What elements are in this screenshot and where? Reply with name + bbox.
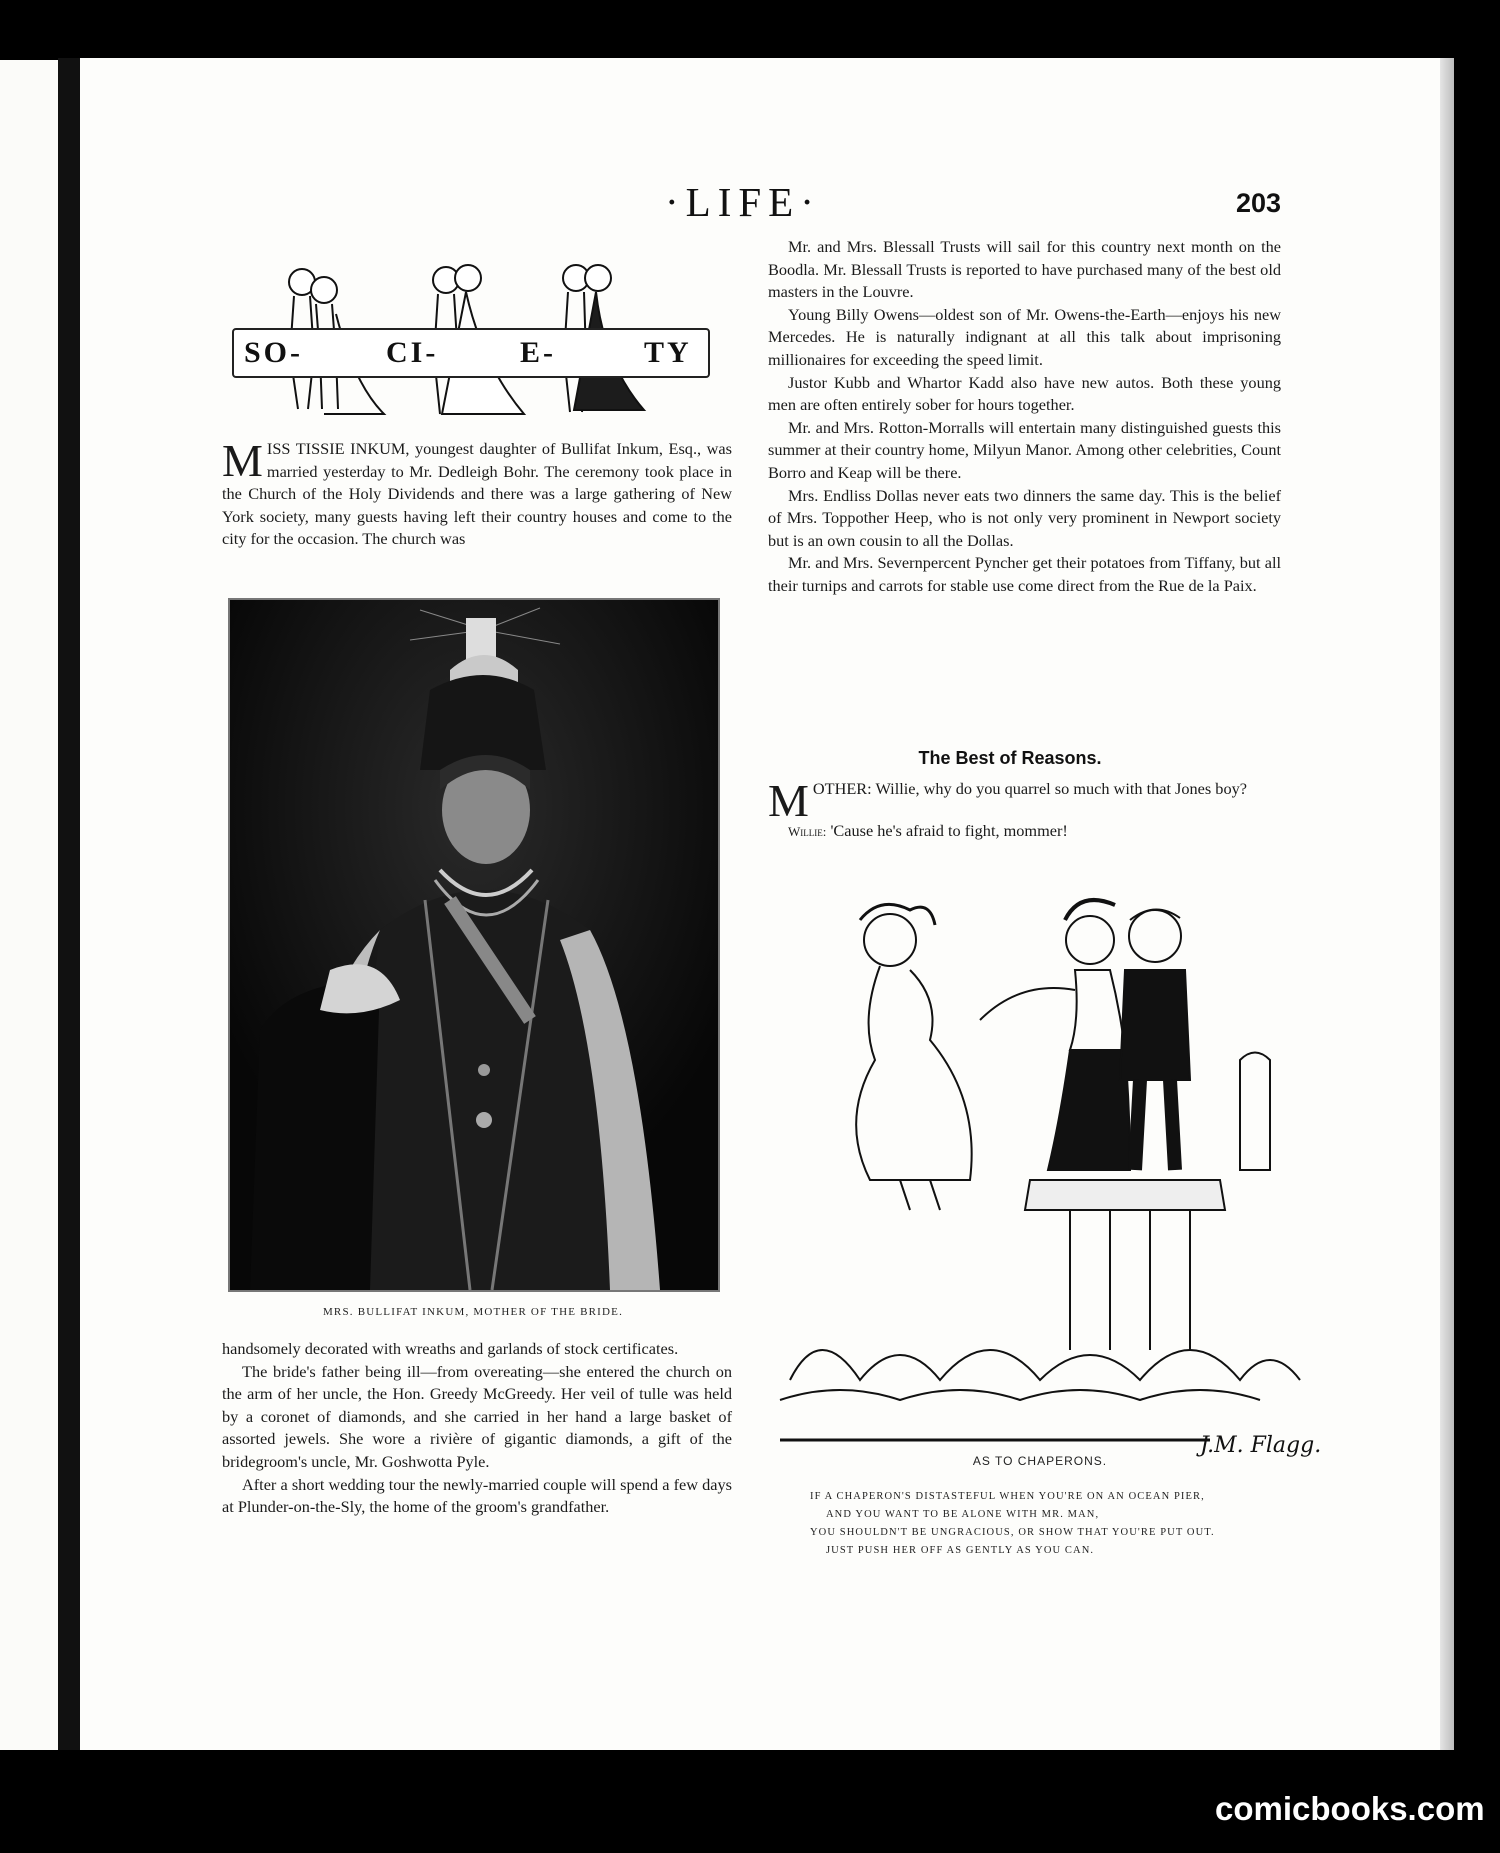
bride-father-paragraph: The bride's father being ill—from overeating—she entered the church on the arm of her uncle, the Hon. Greedy McGreedy. Her veil of tulle was held by a coronet of diamonds, and she carried in her hand a large basket of assorted jewels. She wore a rivière of gigantic diamonds, a gift of the bridegroom's uncle, Mr. Goshwotta Pyle.: [222, 1361, 732, 1471]
portrait-image: [230, 600, 718, 1290]
society-note: Mrs. Endliss Dollas never eats two dinners the same day. This is the belief of Mrs. Toppother Heep, who is not only very prominent in Newport society but is an own cousin to all the Dollas.: [768, 485, 1281, 550]
right-column-society-notes: [768, 236, 1281, 598]
society-banner-so: SO-: [244, 336, 304, 369]
society-banner-ci: CI-: [386, 336, 439, 369]
left-column-bottom: [222, 1338, 732, 1519]
society-banner-e: E-: [520, 336, 556, 369]
best-of-reasons-title: The Best of Reasons.: [918, 748, 1102, 768]
artist-signature: J.M. Flagg.: [1200, 1433, 1322, 1458]
willie-label: Willie:: [788, 824, 827, 839]
wedding-text: ISS TISSIE INKUM, youngest daughter of Bullifat Inkum, Esq., was married yesterday to Mr. Dedleigh Bohr. The ceremony took place in the Church of the Holy Dividends and there was a large gathering of New York society, many guests having left their country houses and come to the city for the occasion. The church was: [222, 439, 732, 549]
cartoon-drawing: [780, 880, 1322, 1465]
left-page-edge: [0, 60, 58, 1750]
left-column-top: [222, 435, 732, 551]
society-note: Mr. and Mrs. Blessall Trusts will sail for this country next month on the Boodla. Mr. Blessall Trusts is reported to have purchased many of the best old masters in the Louvre.: [768, 237, 1281, 302]
drop-cap: M: [768, 775, 809, 826]
cartoon-caption: AS TO CHAPERONS.: [972, 1454, 1108, 1468]
verse-line: IF A CHAPERON'S DISTASTEFUL WHEN YOU'RE ON AN OCEAN PIER,: [810, 1491, 1205, 1502]
society-note: Young Billy Owens—oldest son of Mr. Owens-the-Earth—enjoys his new Mercedes. He is naturally indignant at all this talk about imprisoning millionaires for exceeding the speed limit.: [768, 304, 1281, 369]
page-number: 203: [1236, 188, 1282, 218]
drop-cap: M: [222, 435, 263, 486]
page-edge-shadow: [1440, 58, 1454, 1750]
page-gutter: [58, 58, 80, 1750]
masthead: ·LIFE·: [665, 179, 821, 225]
society-header-illustration: [224, 244, 714, 426]
best-of-reasons-dialogue: [768, 775, 1281, 844]
wedding-paragraph: [222, 435, 732, 551]
wedding-tour-paragraph: After a short wedding tour the newly-married couple will spend a few days at Plunder-on-the-Sly, the home of the groom's grandfather.: [222, 1474, 732, 1517]
decoration-paragraph: handsomely decorated with wreaths and garlands of stock certificates.: [222, 1339, 679, 1358]
verse-line: YOU SHOULDN'T BE UNGRACIOUS, OR SHOW THAT YOU'RE PUT OUT.: [810, 1527, 1215, 1538]
society-note: Justor Kubb and Whartor Kadd also have new autos. Both these young men are often entirely sober for hours together.: [768, 372, 1281, 415]
society-banner-frame: [232, 328, 710, 378]
verse-line: JUST PUSH HER OFF AS GENTLY AS YOU CAN.: [826, 1545, 1095, 1556]
willie-text: 'Cause he's afraid to fight, mommer!: [830, 821, 1068, 840]
society-note: Mr. and Mrs. Severnpercent Pyncher get their potatoes from Tiffany, but all their turnips and carrots for stable use come direct from the Rue de la Paix.: [768, 553, 1281, 595]
society-banner-ty: TY: [644, 336, 692, 369]
mother-line: [768, 775, 1281, 826]
mother-text: OTHER: Willie, why do you quarrel so much with that Jones boy?: [812, 779, 1247, 798]
society-note: Mr. and Mrs. Rotton-Morralls will entertain many distinguished guests this summer at their country home, Milyun Manor. Among other celebrities, Count Borro and Keap will be there.: [768, 417, 1281, 482]
willie-line: [768, 820, 1281, 844]
verse-line: AND YOU WANT TO BE ALONE WITH MR. MAN,: [826, 1509, 1100, 1520]
chaperons-cartoon: [780, 880, 1322, 1465]
photo-caption: MRS. BULLIFAT INKUM, MOTHER OF THE BRIDE.: [322, 1306, 624, 1318]
watermark: comicbooks.com: [1215, 1790, 1485, 1827]
photo-mrs-bullifat-inkum: [228, 598, 720, 1292]
cartoon-verse: [810, 1488, 1290, 1560]
